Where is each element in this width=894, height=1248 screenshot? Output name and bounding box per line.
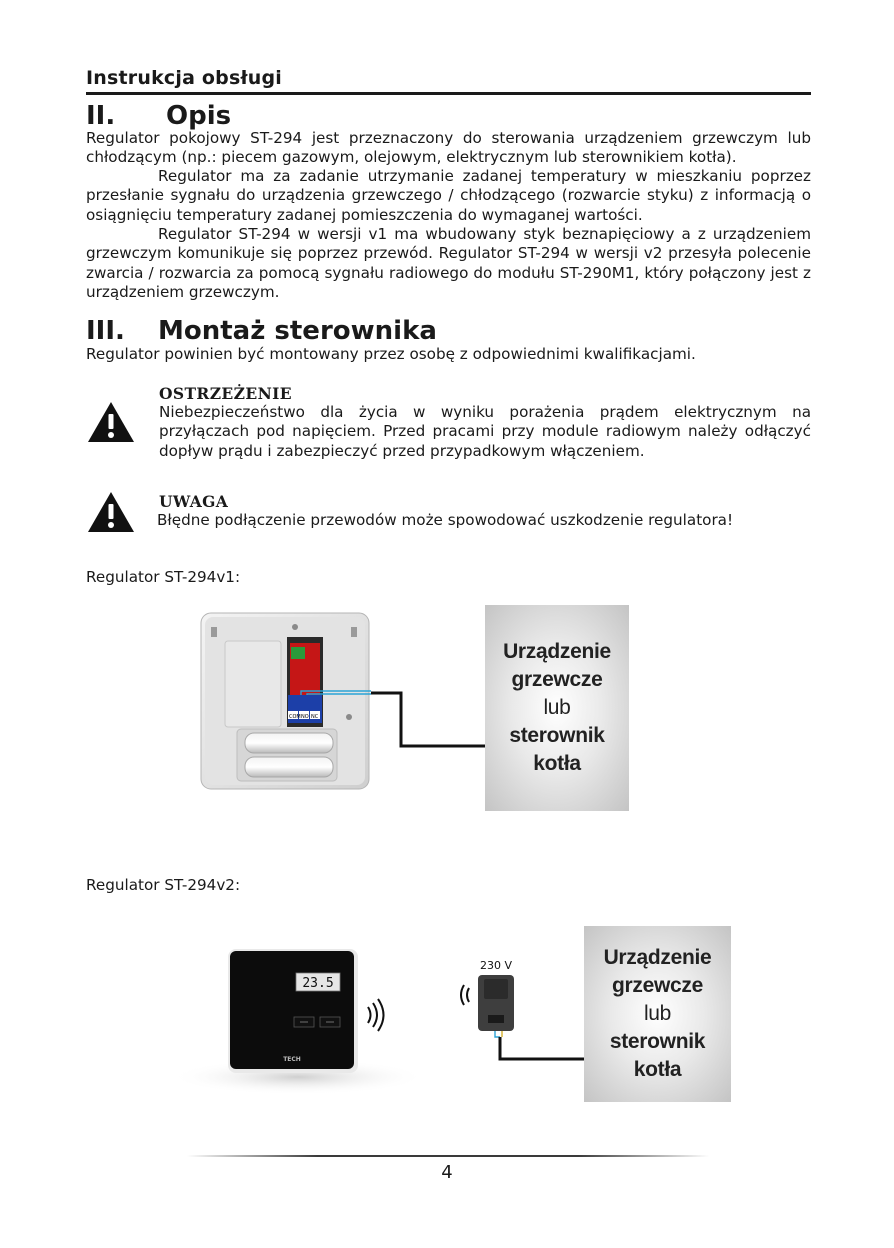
- regulator-v2-front-illustration: [170, 945, 440, 1095]
- box-line-or: lub: [543, 696, 571, 719]
- notice-block: [86, 490, 811, 538]
- box-line-or: lub: [643, 1002, 672, 1025]
- paragraph-qualification: Regulator powinien być montowany przez osobę z odpowiednimi kwalifikacjami.: [86, 345, 696, 363]
- running-header: Instrukcja obsługi: [86, 67, 282, 89]
- figure-caption-v1: Regulator ST-294v1:: [86, 568, 241, 586]
- box-line-controller: sterownik: [609, 1030, 706, 1053]
- section-number: II.: [86, 101, 116, 131]
- warning-triangle-icon: [86, 400, 136, 444]
- lcd-temperature: 23.5: [302, 976, 334, 991]
- box-line-device: Urządzenie: [503, 640, 611, 663]
- warning-text: Niebezpieczeństwo dla życia w wyniku porażenia prądem elektrycznym na przyłączach pod napięciem. Przed pracami przy module radiowym należy odłączyć dopływ prądu i zabezpieczyć przed przypadkowym włączeniem.: [159, 403, 811, 460]
- paragraph-versions: Regulator ST-294 w wersji v1 ma wbudowany styk beznapięciowy a z urządzeniem grzewczym komunikuje się poprzez przewód. Regulator ST-294 w wersji v2 przesyła polecenie zwarcia / rozwarcia za pomocą sygnału radiowego do modułu ST-290M1, który połączony jest z urządzeniem grzewczym.: [86, 225, 811, 301]
- paragraph-intro: Regulator pokojowy ST-294 jest przeznaczony do sterowania urządzeniem grzewczym lub chłodzącym (np.: piecem gazowym, olejowym, elektrycznym lub sterownikiem kotła).: [86, 129, 811, 167]
- box-line-heating: grzewcze: [612, 974, 703, 997]
- terminal-label-nc: NC: [311, 714, 319, 720]
- page-number: 4: [441, 1162, 453, 1183]
- box-line-device: Urządzenie: [603, 946, 712, 969]
- notice-text: Błędne podłączenie przewodów może spowodować uszkodzenie regulatora!: [157, 511, 734, 529]
- warning-block: [86, 382, 811, 472]
- box-line-boiler: kotła: [533, 752, 581, 775]
- header-rule: [86, 92, 811, 95]
- radio-signal-icon: [368, 999, 384, 1031]
- regulator-v1-back-illustration: [195, 605, 495, 795]
- box-line-boiler: kotła: [633, 1058, 682, 1081]
- brand-logo: TECH: [283, 1056, 301, 1063]
- notice-title: UWAGA: [159, 492, 229, 511]
- figure-caption-v2: Regulator ST-294v2:: [86, 876, 241, 894]
- warning-triangle-icon: [86, 490, 136, 534]
- heating-device-box-v2: [584, 926, 731, 1102]
- box-line-heating: grzewcze: [511, 668, 603, 691]
- section-number: III.: [86, 316, 125, 346]
- footer-rule: [187, 1155, 709, 1157]
- section-heading-montaz: [86, 316, 437, 346]
- radio-signal-icon: [461, 985, 469, 1005]
- voltage-label: 230 V: [479, 959, 513, 972]
- section-title: Montaż sterownika: [158, 316, 437, 346]
- box-line-controller: sterownik: [509, 724, 605, 747]
- terminal-label-no: NO: [301, 714, 309, 720]
- paragraph-purpose: Regulator ma za zadanie utrzymanie zadanej temperatury w mieszkaniu poprzez przesłanie sygnału do urządzenia grzewczego / chłodzącego (rozwarcie styku) z informacją o osiągnięciu temperatury zadanej pomieszczenia do wymaganej wartości.: [86, 167, 811, 224]
- terminal-label-com: COM: [289, 714, 301, 720]
- section-title: Opis: [166, 101, 232, 131]
- radio-module-illustration: [450, 955, 590, 1065]
- section-heading-opis: [86, 101, 231, 131]
- warning-title: OSTRZEŻENIE: [159, 384, 293, 403]
- heating-device-box-v1: [485, 605, 629, 811]
